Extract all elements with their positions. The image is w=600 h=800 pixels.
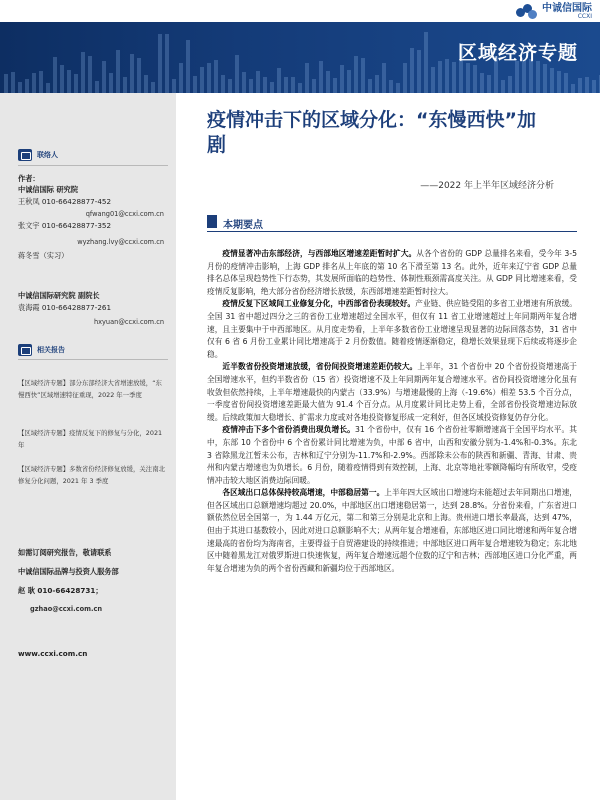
page-subtitle: ——2022 年上半年区域经济分析 xyxy=(420,181,554,191)
related-report-item[interactable]: 【区域经济专题】疫情反复下的修复与分化，2021 年 xyxy=(18,429,163,449)
paragraph-text: 上半年，31 个省份中 20 个省份投资增速高于全国增速水平，但约半数省份（15 省）投资增速不及上年同期两年复合增速水平。省份间投资增速分化虽有收敛但依然持续，上半年增速最快的内蒙古（33.9%）与增速最慢的上海（-19.6%）相差 53.5 个百分点，一季度省份间投资增速差距最大值为 91.4 个百分点。从月度累计同比走势上看，全部省份投资增速边际放缓。后续政策加大稳增长、扩需求力度或对各地投资修复形成一定利好，但各区域投资修复仍存分化。 xyxy=(207,362,577,422)
contacts-label: 联络人 xyxy=(37,151,58,159)
related-report-item[interactable]: 【区域经济专题】多数省份经济修复放缓，关注南北修复分化问题，2021 年 3 季度 xyxy=(18,465,165,485)
author-contact: 王秋凤 010-66428877-452 xyxy=(18,197,112,206)
report-icon xyxy=(18,344,32,356)
sidebar xyxy=(0,93,176,800)
author-label: 作者： xyxy=(18,174,40,183)
author-email[interactable]: wyzhang.lvy@ccxi.com.cn xyxy=(77,238,164,246)
contacts-section-head xyxy=(18,149,58,161)
header-banner xyxy=(0,0,600,93)
author-contact: 张文宇 010-66428877-352 xyxy=(18,221,112,230)
org-name: 中诚信国际研究院 副院长 xyxy=(18,291,100,300)
related-label: 相关报告 xyxy=(37,346,65,354)
paragraph-lead: 疫情反复下区域间工业修复分化，中西部省份表现较好。 xyxy=(222,299,416,309)
paragraph-text: 31 个省份中，仅有 16 个省份社零额增速高于全国平均水平。其中，东部 10 个省份中 6 个省份累计同比增速为负，中部 6 省中，山西和安徽分别为-1.4%和-0.3%。东北 3 省除黑龙江暂未公布，吉林和辽宁分别为-11.7%和-2.9%。西部除未公布的陕西和新疆、青海、甘肃、贵州和内蒙古增速也为负增长。6 月份，随着疫情得到有效控制，上海、北京等地社零额降幅均有所收窄，受疫情冲击较大地区消费边际回暖。 xyxy=(207,425,577,485)
key-points-label: 本期要点 xyxy=(223,220,263,231)
section-marker xyxy=(207,215,217,228)
paragraph xyxy=(207,298,577,361)
paragraph-text: 从各个省份的 GDP 总量排名来看，受今年 3-5 月份的疫情冲击影响，上海 GDP 排名从上年底的第 10 名下滑至第 13 名。此外，近年来辽宁省 GDP 总量排名总体呈现趋势性下行态势，其发展所面临的趋势性、体制性瓶颈需高度关注。从 GDP 同比增速来看，受疫情反复影响，绝大部分省份经济增长放缓，东西部增速差距暂时拉大。 xyxy=(207,249,577,296)
divider xyxy=(18,359,168,360)
paragraph xyxy=(207,487,577,575)
paragraph xyxy=(207,248,577,298)
contact-person: 赵 耿 010-66428731； xyxy=(18,586,103,595)
website-link[interactable]: www.ccxi.com.cn xyxy=(18,649,88,658)
header-white-band xyxy=(0,0,600,22)
contacts-icon xyxy=(18,149,32,161)
paragraph-lead: 疫情冲击下多个省份消费出现负增长。 xyxy=(222,425,355,435)
key-points-body xyxy=(207,248,577,575)
page-title: 疫情冲击下的区域分化：“东慢西快”加剧 xyxy=(207,109,536,156)
logo-icon xyxy=(516,4,538,20)
subscribe-note: 如需订阅研究报告，敬请联系 xyxy=(18,548,112,557)
paragraph-lead: 疫情显著冲击东部经济，与西部地区增速差距暂时扩大。 xyxy=(222,249,417,258)
author-contact: 袁海霞 010-66428877-261 xyxy=(18,303,112,312)
paragraph-text: 产业链、供应链受阻的多省工业增速有所放缓。全国 31 省中超过四分之三的省份工业增速超过全国水平，但仅有 11 省工业增速超过上年同期两年复合增速，且主要集中于中西部地区。从月度走势看，上半年多数省份工业增速呈现显著的边际回落态势，31 省中仅有 6 省 6 月份工业累计同比增速高于 2 月份数值。随着疫情逐渐稳定，稳增长效果显现下后续或将逐步企稳。 xyxy=(207,299,577,359)
banner-title: 区域经济专题 xyxy=(457,42,578,64)
paragraph-text: 上半年四大区域出口增速均未能超过去年同期出口增速，但各区域出口总额增速均超过 20.0%，中部地区出口增速稳居第一，达到 28.8%。分省份来看，广东省进口额依然位居全国第一，为 1.44 万亿元，第二和第三分别是北京和上海。贵州进口增长率最高，达到 47%，但由于其进口基数较小，因此对进口总额影响不大；从两年复合增速看，东部地区进口同比增速和两年复合增速最高的省份均为海南省，主要得益于自贸港建设的持续推进；中部地区进口两年复合增速较为稳定；东北地区中随着黑龙江对俄罗斯进口快速恢复，两年复合增速远超个位数的辽宁和吉林；西部地区进口分化严重，两年复合增速为负的两个省份西藏和新疆均位于西部地区。 xyxy=(207,488,577,573)
author-email[interactable]: hxyuan@ccxi.com.cn xyxy=(93,318,164,326)
contact-email[interactable]: gzhao@ccxi.com.cn xyxy=(30,605,103,613)
service-dept: 中诚信国际品牌与投资人服务部 xyxy=(18,567,119,576)
logo-text-en: CCXI xyxy=(577,13,592,20)
logo-text: 中诚信国际 xyxy=(542,3,592,14)
author-email[interactable]: qfwang01@ccxi.com.cn xyxy=(85,210,164,218)
paragraph xyxy=(207,361,577,424)
ccxi-logo xyxy=(516,2,592,22)
related-section-head xyxy=(18,344,65,356)
paragraph xyxy=(207,424,577,487)
author-contact: 蒋冬雪（实习） xyxy=(18,251,69,260)
key-points-header xyxy=(207,213,577,232)
org-name: 中诚信国际 研究院 xyxy=(18,185,79,194)
paragraph-lead: 近半数省份投资增速放缓，省份间投资增速差距仍较大。 xyxy=(222,362,418,372)
divider xyxy=(18,165,168,166)
paragraph-lead: 各区域出口总体保持较高增速，中部稳居第一。 xyxy=(222,488,385,498)
related-report-item[interactable]: 【区域经济专题】部分东部经济大省增速放缓，“东慢西快”区域增速特征重现，2022 年一季度 xyxy=(18,379,162,399)
